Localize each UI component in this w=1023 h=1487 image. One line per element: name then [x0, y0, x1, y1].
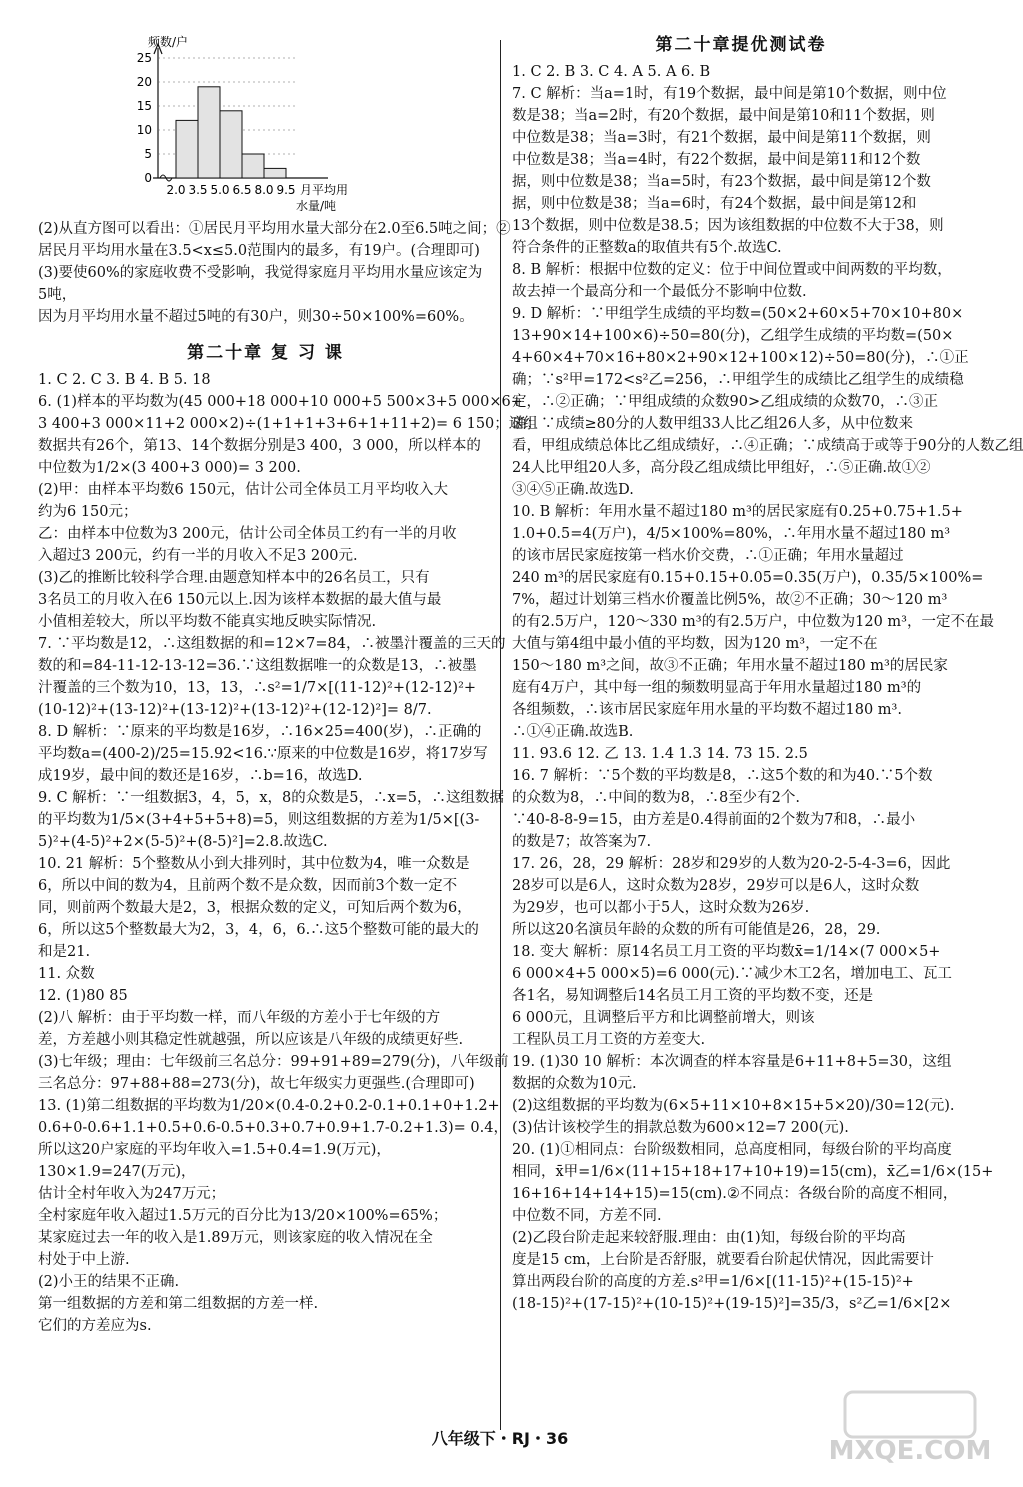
text-line: 三名总分：97+88+88=273(分)，故七年级实力更强些.(合理即可)	[38, 1076, 475, 1092]
text-line: 5吨，	[38, 287, 77, 303]
histogram-chart	[38, 30, 493, 218]
y-axis-label: 频数/户	[148, 35, 189, 49]
text-line: 9. C 解析：∵一组数据3，4，5，x，8的众数是5，∴x=5，∴这组数据	[38, 790, 505, 806]
text-line: 因为月平均用水量不超过5吨的有30户，则30÷50×100%=60%。	[38, 309, 474, 325]
column-divider	[500, 40, 501, 1430]
text-line: 村处于中上游.	[38, 1252, 130, 1268]
y-tick-label: 20	[136, 75, 152, 89]
text-line: 和是21.	[38, 944, 91, 960]
right-answer-block	[512, 61, 1023, 1315]
text-line: 8. B 解析：根据中位数的定义：位于中间位置或中间两数的平均数，	[512, 262, 952, 278]
text-line: 居民月平均用水量在3.5<x≤5.0范围内的最多，有19户。(合理即可)	[38, 243, 480, 259]
x-axis-label-line2: 水量/吨	[296, 199, 337, 213]
text-line: 同，则前两个数最大是2，3，根据众数的定义，可知后两个数为6，	[38, 900, 472, 916]
text-line: 1.0+0.5=4(万户)，4/5×100%=80%，∴年用水量不超过180 m³	[512, 526, 951, 542]
text-line: (2)小王的结果不正确.	[38, 1274, 180, 1290]
text-line: 确；∵s²甲=172<s²乙=256，∴甲组学生的成绩比乙组学生的成绩稳	[512, 372, 964, 388]
text-line: 入超过3 200元，约有一半的月收入不足3 200元.	[38, 548, 358, 564]
right-column	[512, 30, 1023, 1315]
text-line: 中位数不同，方差不同.	[512, 1208, 662, 1224]
text-line: 19. (1)30 10 解析：本次调查的样本容量是6+11+8+5=30，这组	[512, 1054, 952, 1070]
test-section-title: 第二十章提优测试卷	[655, 35, 827, 55]
text-line: 16. 7 解析：∵5个数的平均数是8，∴这5个数的和为40.∵5个数	[512, 768, 933, 784]
text-line: 中位数是38；当a=4时，有22个数据，最中间是第11和12个数	[512, 152, 921, 168]
text-line: 7. ∵平均数是12，∴这组数据的和=12×7=84，∴被墨汁覆盖的三天的	[38, 636, 506, 652]
text-line: (3)乙的推断比较科学合理.由题意知样本中的26名员工，只有	[38, 570, 430, 586]
text-line: (2)乙段台阶走起来较舒服.理由：由(1)知，每级台阶的平均高	[512, 1230, 906, 1246]
x-tick-label: 9.5	[276, 183, 296, 197]
text-line: (18-15)²+(17-15)²+(10-15)²+(19-15)²]=35/3，s²乙=1/6×[2×	[512, 1296, 952, 1312]
text-line: ∴①④正确.故选B.	[512, 724, 634, 740]
text-line: 全村家庭年收入超过1.5万元的百分比为13/20×100%=65%；	[38, 1208, 448, 1224]
text-line: 8. D 解析：∵原来的平均数是16岁，∴16×25=400(岁)，∴正确的	[38, 724, 482, 740]
text-line: 的数是7；故答案为7.	[512, 834, 652, 850]
watermark-logo	[828, 1387, 992, 1467]
text-line: 的平均数为1/5×(3+4+5+5+8)=5，则这组数据的方差为1/5×[(3-	[38, 812, 480, 828]
text-line: 4+60×4+70×16+80×2+90×12+100×12)÷50=80(分)，∴①正	[512, 350, 969, 366]
histogram-bar	[176, 120, 198, 178]
text-line: 1. C 2. B 3. C 4. A 5. A 6. B	[512, 64, 711, 80]
text-line: 9. D 解析：∵甲组学生成绩的平均数=(50×2+60×5+70×10+80×	[512, 306, 964, 322]
text-line: 12. (1)80 85	[38, 988, 128, 1004]
histogram-bar	[198, 87, 220, 178]
text-line: 各1名，易知调整后14名员工月工资的平均数不变，还是	[512, 988, 874, 1004]
text-line: 各组频数，∴该市居民家庭年用水量的平均数不超过180 m³.	[512, 702, 902, 718]
y-origin-label: 0	[144, 171, 152, 185]
y-tick-label: 25	[136, 51, 152, 65]
y-tick-label: 10	[136, 123, 152, 137]
text-line: 定，∴②正确；∵甲组成绩的众数90>乙组成绩的众数70，∴③正	[512, 394, 939, 410]
text-line: 汁覆盖的三个数为10，13，13，∴s²=1/7×[(11-12)²+(12-12)²+	[38, 680, 477, 696]
text-line: 确；∵成绩≥80分的人数甲组33人比乙组26人多，从中位数来	[512, 416, 913, 432]
text-line: 7. C 解析：当a=1时，有19个数据，最中间是第10个数据，则中位	[512, 86, 947, 102]
text-line: 3 400+3 000×11+2 000×2)÷(1+1+1+3+6+1+11+2)= 6 150；这组	[38, 416, 538, 432]
text-line: 13. (1)第二组数据的平均数为1/20×(0.4-0.2+0.2-0.1+0.1+0+1.2+	[38, 1098, 500, 1114]
text-line: 庭有4万户，其中每一组的频数明显高于年用水量超过180 m³的	[512, 680, 922, 696]
text-line: 6 000元，且调整后平方和比调整前增大，则该	[512, 1010, 815, 1026]
text-line: ③④⑤正确.故选D.	[512, 482, 634, 498]
text-line: (3)估计该校学生的捐款总数为600×12=7 200(元).	[512, 1120, 849, 1136]
text-line: 据，则中位数是38；当a=6时，有24个数据，最中间是第12和	[512, 196, 917, 212]
text-line: 为29岁，也可以都小于5人，这时众数为26岁.	[512, 900, 810, 916]
text-line: 240 m³的居民家庭有0.15+0.15+0.05=0.35(万户)，0.35/5×100%=	[512, 570, 984, 586]
x-tick-label: 8.0	[254, 183, 274, 197]
x-tick-label: 3.5	[188, 183, 208, 197]
text-line: 据，则中位数是38；当a=5时，有23个数据，最中间是第12个数	[512, 174, 931, 190]
x-tick-label: 6.5	[232, 183, 252, 197]
text-line: (3)七年级；理由：七年级前三名总分：99+91+89=279(分)，八年级前	[38, 1054, 509, 1070]
text-line: 所以这20户家庭的平均年收入=1.5+0.4=1.9(万元)，	[38, 1142, 391, 1158]
text-line: 150～180 m³之间，故③不正确；年用水量不超过180 m³的居民家	[512, 658, 948, 674]
text-line: 度是15 cm，上台阶是否舒服，就要看台阶起伏情况，因此需要计	[512, 1252, 934, 1268]
text-line: 成19岁，最中间的数还是16岁，∴b=16，故选D.	[38, 768, 363, 784]
text-line: 算出两段台阶的高度的方差.s²甲=1/6×[(11-15)²+(15-15)²+	[512, 1274, 914, 1290]
text-line: 中位数为1/2×(3 400+3 000)= 3 200.	[38, 460, 301, 476]
text-line: (2)这组数据的平均数为(6×5+11×10+8×15+5×20)/30=12(元).	[512, 1098, 955, 1114]
text-line: (10-12)²+(13-12)²+(13-12)²+(13-12)²+(12-12)²]= 8/7.	[38, 702, 432, 718]
left-column	[38, 30, 538, 1337]
review-section-title: 第二十章 复 习 课	[187, 343, 344, 363]
text-line: 故去掉一个最高分和一个最低分不影响中位数.	[512, 284, 807, 300]
text-line: 估计全村年收入为247万元；	[38, 1186, 226, 1202]
page-footer: 八年级下・RJ・36	[431, 1429, 569, 1448]
text-line: 18. 变大 解析：原14名员工月工资的平均数x̄=1/14×(7 000×5+	[512, 944, 941, 960]
text-line: 1. C 2. C 3. B 4. B 5. 18	[38, 372, 211, 388]
left-answer-block-b	[38, 369, 538, 1337]
x-tick-label: 5.0	[210, 183, 230, 197]
text-line: 符合条件的正整数a的取值共有5个.故选C.	[512, 240, 782, 256]
text-line: (2)从直方图可以看出：①居民月平均用水量大部分在2.0至6.5吨之间；②	[38, 221, 511, 237]
text-line: 3名员工的月收入在6 150元以上.因为该样本数据的最大值与最	[38, 592, 442, 608]
x-axis-label: 月平均用	[300, 183, 349, 197]
text-line: 的众数为8，∴中间的数为8，∴8至少有2个.	[512, 790, 801, 806]
text-line: 乙：由样本中位数为3 200元，估计公司全体员工约有一半的月收	[38, 526, 457, 542]
text-line: 数是38；当a=2时，有20个数据，最中间是第10和11个数据，则	[512, 108, 935, 124]
text-line: 6，所以中间的数为4，且前两个数不是众数，因而前3个数一定不	[38, 878, 458, 894]
text-line: 的有2.5万户，120～330 m³的有2.5万户，中位数为120 m³，一定不在最	[512, 614, 994, 630]
text-line: (2)八 解析：由于平均数一样，而八年级的方差小于七年级的方	[38, 1010, 441, 1026]
text-line: ∵40-8-8-9=15，由方差是0.4得前面的2个数为7和8，∴最小	[512, 812, 916, 828]
text-line: 差，方差越小则其稳定性就越强，所以应该是八年级的成绩更好些.	[38, 1032, 464, 1048]
text-line: 第一组数据的方差和第二组数据的方差一样.	[38, 1296, 319, 1312]
watermark-text: MXQE.COM	[828, 1436, 992, 1466]
y-tick-label: 5	[144, 147, 152, 161]
text-line: 所以这20名演员年龄的众数的所有可能值是26，28，29.	[512, 922, 881, 938]
text-line: 数据的众数为10元.	[512, 1076, 637, 1092]
histogram-bar	[220, 111, 242, 178]
text-line: 5)²+(4-5)²+2×(5-5)²+(8-5)²]=2.8.故选C.	[38, 834, 328, 850]
histogram-svg	[38, 30, 349, 218]
text-line: 数的和=84-11-12-13-12=36.∵这组数据唯一的众数是13，∴被墨	[38, 658, 477, 674]
y-tick-label: 15	[136, 99, 152, 113]
left-answer-block-a	[38, 218, 511, 328]
text-line: 大值与第4组中最小值的平均数，因为120 m³，一定不在	[512, 636, 878, 652]
text-line: 小值相差较大，所以平均数不能真实地反映实际情况.	[38, 614, 377, 630]
text-line: 的该市居民家庭按第一档水价交费，∴①正确；年用水量超过	[512, 548, 904, 564]
text-line: 约为6 150元；	[38, 504, 138, 520]
text-line: 20. (1)①相同点：台阶级数相同，总高度相同，每级台阶的平均高度	[512, 1142, 952, 1158]
text-line: 24人比甲组20人多，高分段乙组成绩比甲组好，∴⑤正确.故①②	[512, 460, 931, 476]
histogram-bar	[242, 154, 264, 178]
text-line: 130×1.9=247(万元)，	[38, 1164, 196, 1180]
text-line: 数据共有26个，第13、14个数据分别是3 400，3 000，所以样本的	[38, 438, 481, 454]
text-line: 6 000×4+5 000×5)=6 000(元).∵减少木工2名，增加电工、瓦工	[512, 966, 952, 982]
text-line: 13个数据，则中位数是38.5；因为该组数据的中位数不大于38，则	[512, 218, 944, 234]
text-line: 7%，超过计划第三档水价覆盖比例5%，故②不正确；30～120 m³	[512, 592, 948, 608]
text-line: 10. B 解析：年用水量不超过180 m³的居民家庭有0.25+0.75+1.5+	[512, 504, 963, 520]
histogram-bar	[264, 168, 286, 178]
text-line: 相同，x̄甲=1/6×(11+15+18+17+10+19)=15(cm)，x̄乙=1/6×(15+	[512, 1164, 994, 1180]
text-line: 13+90×14+100×6)÷50=80(分)，乙组学生成绩的平均数=(50×	[512, 328, 954, 344]
text-line: 11. 93.6 12. 乙 13. 1.4 1.3 14. 73 15. 2.5	[512, 746, 808, 762]
x-tick-label: 2.0	[166, 183, 186, 197]
text-line: 28岁可以是6人，这时众数为28岁，29岁可以是6人，这时众数	[512, 878, 920, 894]
text-line: 某家庭过去一年的收入是1.89万元，则该家庭的收入情况在全	[38, 1230, 433, 1246]
text-line: 它们的方差应为s.	[38, 1318, 152, 1334]
text-line: 6. (1)样本的平均数为(45 000+18 000+10 000+5 500×3+5 000×6+	[38, 394, 523, 410]
text-line: 0.6+0-0.6+1.1+0.5+0.6-0.5+0.3+0.7+0.9+1.7-0.2+1.3)= 0.4，	[38, 1120, 508, 1136]
text-line: (2)甲：由样本平均数6 150元，估计公司全体员工月平均收入大	[38, 482, 449, 498]
text-line: 中位数是38；当a=3时，有21个数据，最中间是第11个数据，则	[512, 130, 931, 146]
text-line: 17. 26，28，29 解析：28岁和29岁的人数为20-2-5-4-3=6，因此	[512, 856, 951, 872]
text-line: 工程队员工月工资的方差变大.	[512, 1032, 706, 1048]
text-line: 16+16+14+14+15)=15(cm).②不同点：各级台阶的高度不相同，	[512, 1186, 958, 1202]
text-line: 10. 21 解析：5个整数从小到大排列时，其中位数为4，唯一众数是	[38, 856, 470, 872]
text-line: 6，所以这5个整数最大为2，3，4，6，6.∴这5个整数可能的最大的	[38, 922, 479, 938]
text-line: 11. 众数	[38, 966, 95, 982]
text-line: (3)要使60%的家庭收费不受影响，我觉得家庭月平均用水量应该定为	[38, 265, 483, 281]
text-line: 平均数a=(400-2)/25=15.92<16.∵原来的中位数是16岁，将17岁写	[38, 746, 488, 762]
text-line: 看，甲组成绩总体比乙组成绩好，∴④正确；∵成绩高于或等于90分的人数乙组	[512, 438, 1023, 454]
